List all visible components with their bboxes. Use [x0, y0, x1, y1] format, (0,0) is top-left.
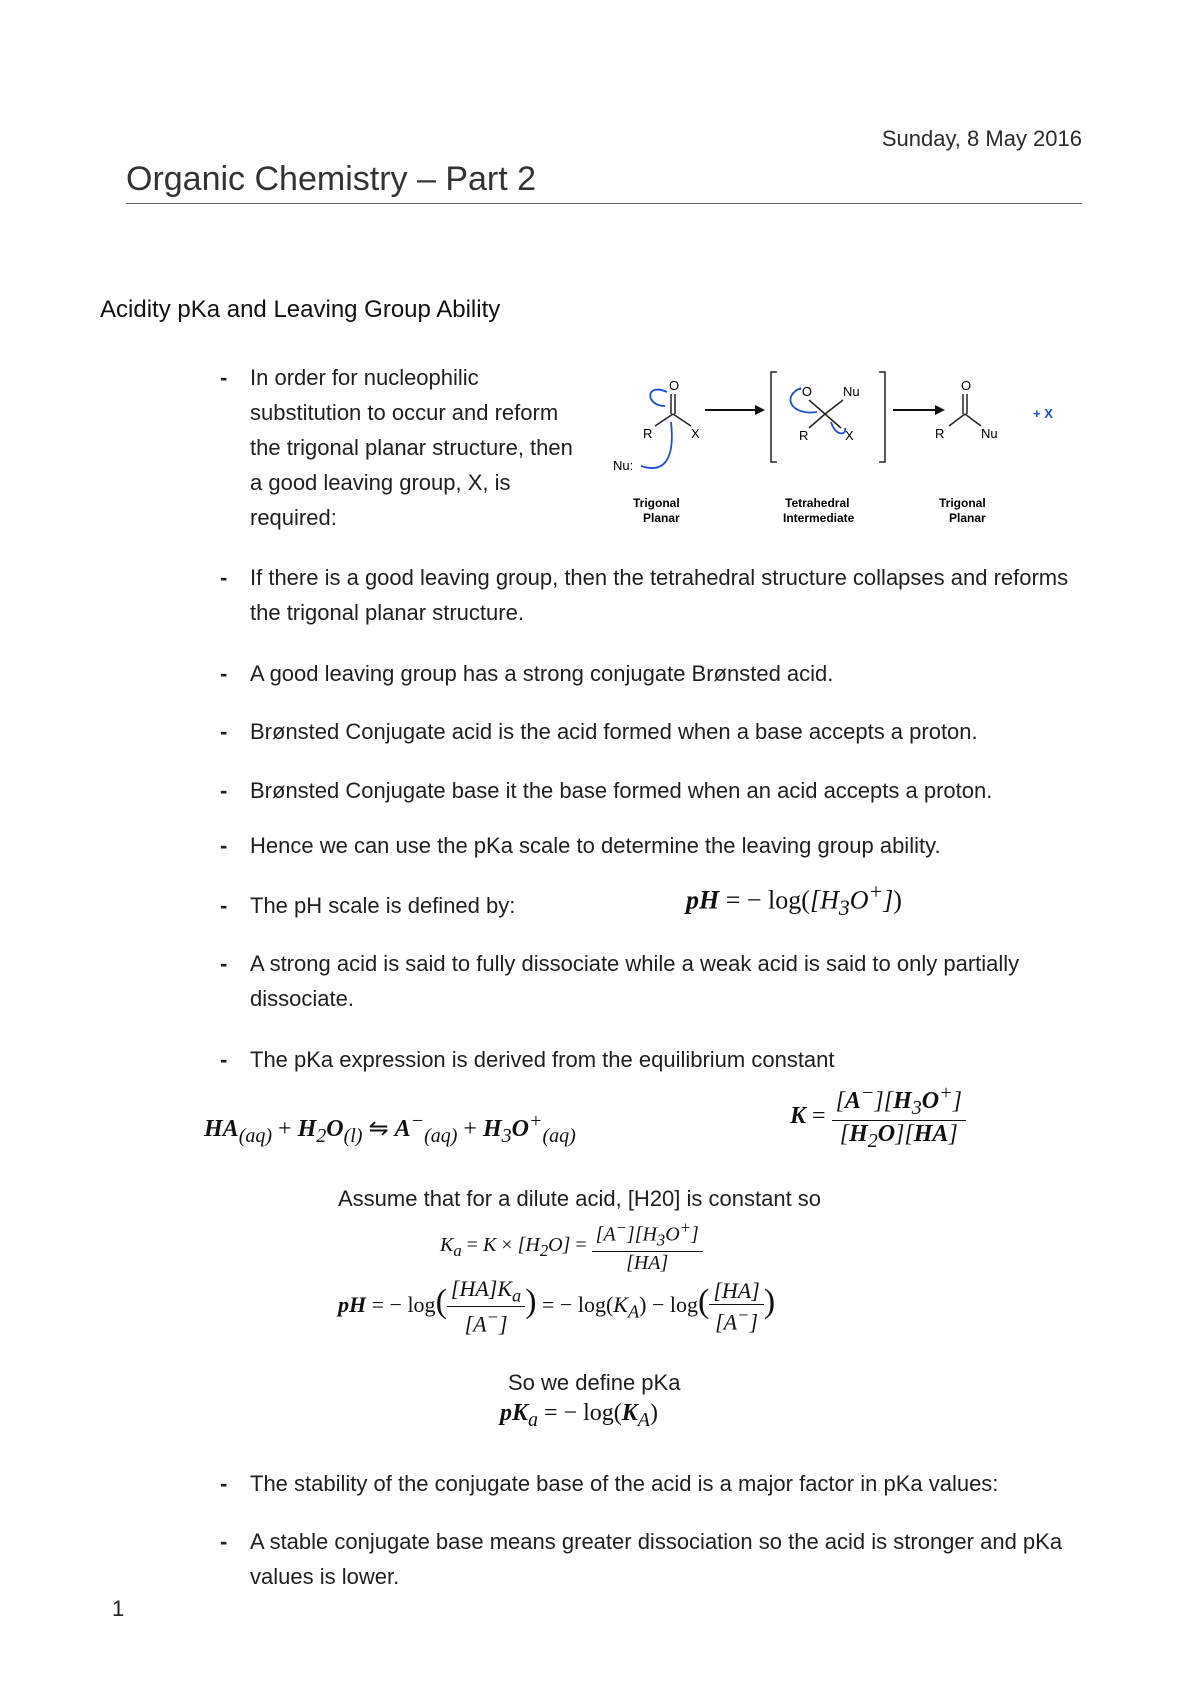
bullet-item [220, 946, 1090, 1016]
ka-equation: $K_a = K \times [H_2O]$ = $\frac{[A^-][H_3O^+]}{[HA]}$ [440, 1218, 703, 1275]
bullet-dash: - [220, 1529, 228, 1554]
document-date: Sunday, 8 May 2016 [881, 126, 1082, 151]
bullet-text: Hence we can use the pKa scale to determine the leaving group ability. [250, 833, 941, 858]
r-group-label: R [935, 426, 945, 441]
bullet-item [220, 888, 640, 923]
trigonal-planar-structure-2 [935, 378, 998, 525]
electron-push-arrow [650, 390, 667, 406]
section-heading: Acidity pKa and Leaving Group Ability [100, 296, 501, 323]
bullet-dash: - [220, 893, 228, 918]
bullet-item [220, 773, 1090, 808]
stage-label-trigonal: Trigonal [633, 496, 680, 510]
released-leaving-group: + X [1033, 406, 1053, 421]
bullet-text: The pKa expression is derived from the equilibrium constant [250, 1047, 835, 1072]
nucleophile-attached-label: Nu [843, 384, 860, 399]
stage-label-trigonal: Trigonal [939, 496, 986, 510]
trigonal-planar-structure-1 [613, 378, 700, 525]
bullet-text: Brønsted Conjugate acid is the acid formed when a base accepts a proton. [250, 719, 978, 744]
oxygen-atom-label: O [669, 378, 680, 393]
stage-label-planar: Planar [949, 511, 986, 525]
r-group-label: R [643, 426, 653, 441]
dissociation-equation: $HA_{(aq)} + H_2O_{(l)}$ ⇋ $A^-_{(aq)} + H_3O^+_{(aq)}$ [204, 1110, 576, 1147]
bullet-dash: - [220, 365, 228, 390]
bullet-item [220, 560, 1090, 630]
leaving-arrow [831, 422, 845, 433]
bullet-item [220, 714, 1090, 749]
bullet-dash: - [220, 1047, 228, 1072]
tetrahedral-intermediate [771, 372, 885, 525]
oxyanion-label: ⁻O [795, 384, 812, 399]
r-group-label: R [799, 428, 809, 443]
bullet-item [220, 360, 580, 535]
pka-definition-equation: $pK_a$ = − $\log(K_A)$ [500, 1400, 658, 1431]
nucleophile-label: Nu: [613, 458, 634, 473]
bullet-text: Brønsted Conjugate base it the base formed when an acid accepts a proton. [250, 778, 993, 803]
bullet-dash: - [220, 833, 228, 858]
bullet-dash: - [220, 1471, 228, 1496]
ph-equation: pH = − $\log([H_3O^+])$ [686, 880, 902, 920]
stage-label-intermediate: Intermediate [783, 511, 855, 525]
oxygen-atom-label: O [961, 378, 972, 393]
bullet-text: A strong acid is said to fully dissociate while a weak acid is said to only partially dissociate. [250, 951, 1020, 1011]
equilibrium-constant-equation: K = $\frac{[A^-][H_3O^+]}{[H_2O][HA]}$ [790, 1082, 966, 1153]
stage-label-tetrahedral: Tetrahedral [785, 496, 850, 510]
assumption-note: Assume that for a dilute acid, [H20] is constant so [338, 1186, 822, 1211]
bullet-item [220, 1524, 1090, 1594]
ph-derivation-equation: pH = − log( $\frac{[HA]K_a}{[A^-]}$ ) = − $\log(K_A) - \log$( $\frac{[HA]}{[A^-]}$ ) [338, 1276, 776, 1337]
bullet-dash: - [220, 778, 228, 803]
bullet-text: The pH scale is defined by: [250, 893, 516, 918]
bullet-item [220, 656, 1090, 691]
page-number: 1 [112, 1596, 125, 1621]
bullet-item [220, 1042, 1090, 1077]
bullet-text: If there is a good leaving group, then the tetrahedral structure collapses and reforms the trigonal planar structure. [250, 565, 1069, 625]
bullet-dash: - [220, 719, 228, 744]
stage-label-planar: Planar [643, 511, 680, 525]
page-title: Organic Chemistry – Part 2 [126, 160, 1082, 204]
bullet-text: In order for nucleophilic substitution to occur and reform the trigonal planar structure, then a good leaving group, X, is required: [250, 365, 573, 530]
leaving-group-label: X [691, 426, 700, 441]
nucleophile-attached-label: Nu [981, 426, 998, 441]
bullet-dash: - [220, 951, 228, 976]
nucleophilic-substitution-diagram [605, 362, 1085, 532]
bullet-item [220, 828, 1090, 863]
bullet-item [220, 1466, 1090, 1501]
bullet-text: The stability of the conjugate base of the acid is a major factor in pKa values: [250, 1471, 999, 1496]
bullet-text: A stable conjugate base means greater dissociation so the acid is stronger and pKa values is lower. [250, 1529, 1063, 1589]
bullet-dash: - [220, 565, 228, 590]
bullet-text: A good leaving group has a strong conjugate Brønsted acid. [250, 661, 834, 686]
bullet-dash: - [220, 661, 228, 686]
leaving-group-label: X [845, 428, 854, 443]
define-pka-note: So we define pKa [508, 1370, 681, 1395]
